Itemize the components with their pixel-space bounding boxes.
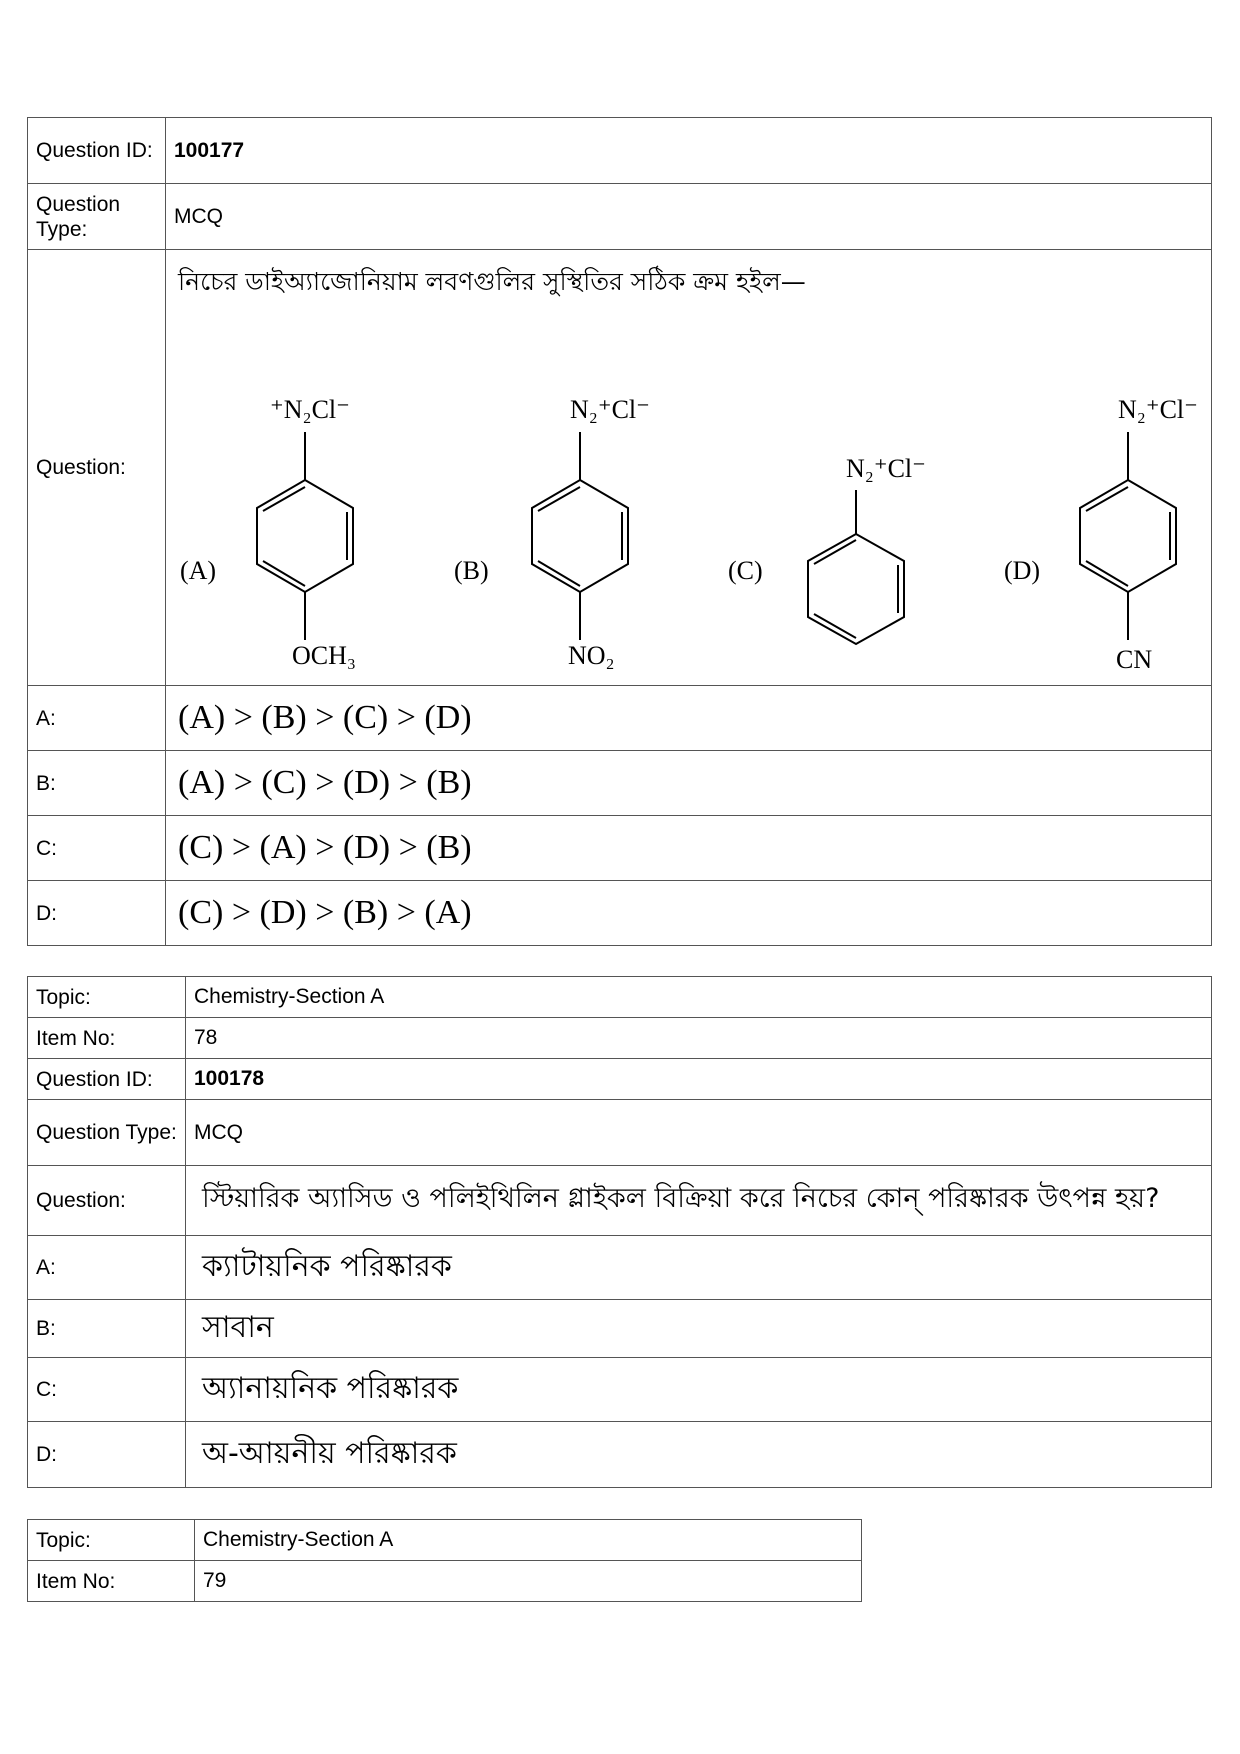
topic-value: Chemistry-Section A — [186, 977, 1212, 1018]
question-label: Question: — [28, 250, 166, 686]
topic-label: Topic: — [28, 977, 186, 1018]
option-d-text[interactable]: অ-আয়নীয় পরিষ্কারক — [186, 1422, 1212, 1488]
question-id-value: 100178 — [186, 1059, 1212, 1100]
diazonium-structures-figure — [166, 250, 1206, 686]
benzene-ring-b — [532, 432, 628, 640]
question-type-label: Question Type: — [28, 1100, 186, 1166]
option-a-label: A: — [28, 686, 166, 751]
option-a-text[interactable]: (A) > (B) > (C) > (D) — [166, 686, 1212, 751]
structure-b-label: (B) — [454, 556, 489, 585]
option-c-label: C: — [28, 816, 166, 881]
option-a-text[interactable]: ক্যাটায়নিক পরিষ্কারক — [186, 1236, 1212, 1300]
option-a-label: A: — [28, 1236, 186, 1300]
benzene-ring-a — [257, 432, 353, 640]
question-table-100178 — [27, 976, 1212, 1488]
question-id-value: 100177 — [166, 118, 1212, 184]
topic-value: Chemistry-Section A — [195, 1520, 862, 1561]
question-text: স্টিয়ারিক অ্যাসিড ও পলিইথিলিন গ্লাইকল বিক্রিয়া করে নিচের কোন্ পরিষ্কারক উৎপন্ন হয়? — [186, 1166, 1212, 1236]
question-content — [166, 250, 1212, 686]
option-b-text[interactable]: সাবান — [186, 1300, 1212, 1358]
option-c-text[interactable]: (C) > (A) > (D) > (B) — [166, 816, 1212, 881]
structure-a-top-group: ⁺N₂Cl⁻ — [270, 395, 350, 424]
question-id-label: Question ID: — [28, 1059, 186, 1100]
question-table-100177 — [27, 117, 1212, 946]
structure-a-label: (A) — [180, 556, 217, 585]
item-no-label: Item No: — [28, 1561, 195, 1602]
question-table-item-79 — [27, 1519, 862, 1602]
structure-d-label: (D) — [1004, 556, 1041, 585]
question-type-value: MCQ — [166, 184, 1212, 250]
option-d-label: D: — [28, 1422, 186, 1488]
option-c-label: C: — [28, 1358, 186, 1422]
question-type-label: Question Type: — [28, 184, 166, 250]
structure-d-bottom-group: CN — [1116, 645, 1153, 674]
question-type-value: MCQ — [186, 1100, 1212, 1166]
option-d-label: D: — [28, 881, 166, 946]
option-c-text[interactable]: অ্যানায়নিক পরিষ্কারক — [186, 1358, 1212, 1422]
item-no-value: 78 — [186, 1018, 1212, 1059]
option-b-label: B: — [28, 1300, 186, 1358]
item-no-label: Item No: — [28, 1018, 186, 1059]
structure-d-top-group: N₂⁺Cl⁻ — [1118, 395, 1198, 424]
benzene-ring-c — [808, 490, 904, 644]
question-id-label: Question ID: — [28, 118, 166, 184]
structure-b-top-group: N₂⁺Cl⁻ — [570, 395, 650, 424]
structure-c-label: (C) — [728, 556, 763, 585]
structure-a-bottom-group: OCH₃ — [292, 641, 356, 670]
question-text: নিচের ডাইঅ্যাজোনিয়াম লবণগুলির সুস্থিতির সঠিক ক্রম হইল— — [178, 267, 806, 296]
item-no-value: 79 — [195, 1561, 862, 1602]
option-b-text[interactable]: (A) > (C) > (D) > (B) — [166, 751, 1212, 816]
option-b-label: B: — [28, 751, 166, 816]
question-label: Question: — [28, 1166, 186, 1236]
topic-label: Topic: — [28, 1520, 195, 1561]
option-d-text[interactable]: (C) > (D) > (B) > (A) — [166, 881, 1212, 946]
structure-c-top-group: N₂⁺Cl⁻ — [846, 454, 926, 483]
benzene-ring-d — [1080, 432, 1176, 640]
structure-b-bottom-group: NO₂ — [568, 641, 615, 670]
